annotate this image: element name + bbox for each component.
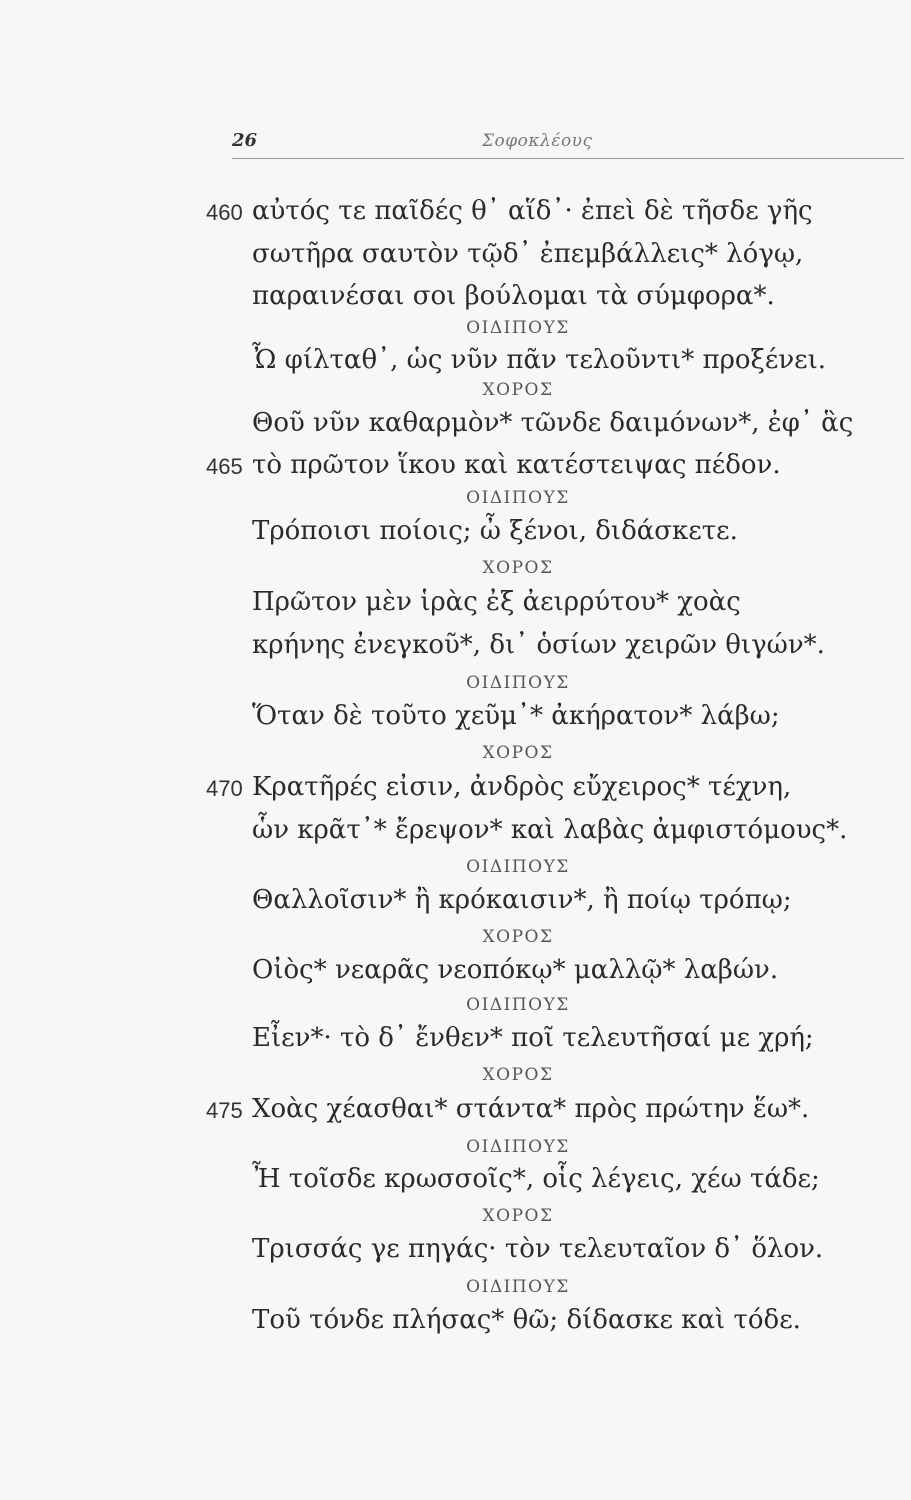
verse-text: Πρῶτον μὲν ἱρὰς ἐξ ἀειρρύτου* χοὰς [252,587,741,617]
verse-text: Ὅταν δὲ τοῦτο χεῦμ᾽* ἀκήρατον* λάβω; [252,701,780,731]
speaker-name: ΟΙΔΙΠΟΥΣ [466,995,570,1015]
verse-text: τὸ πρῶτον ἵκου καὶ κατέστειψας πέδον. [252,450,781,480]
line-number: 475 [206,1098,243,1123]
speaker-name: ΟΙΔΙΠΟΥΣ [466,857,570,877]
verse-text: παραινέσαι σοι βούλομαι τὰ σύμφορα*. [252,281,775,311]
verse-text: Χοὰς χέασθαι* στάντα* πρὸς πρώτην ἕω*. [252,1094,810,1124]
speaker-name: ΧΟΡΟΣ [482,1206,554,1226]
verse-line [0,955,911,995]
speaker-name: ΟΙΔΙΠΟΥΣ [466,488,570,508]
page-number: 26 [232,130,258,151]
speaker-name: ΧΟΡΟΣ [482,927,554,947]
verse-text: Ὦ φίλταθ᾽, ὡς νῦν πᾶν τελοῦντι* προξένει. [252,345,827,375]
verse-line [0,516,911,556]
verse-line [0,450,911,490]
verse-line [0,1023,911,1063]
verse-line [0,1305,911,1345]
running-head: Σοφοκλέους [482,131,593,151]
verse-text: κρήνης ἐνεγκοῦ*, δι᾽ ὁσίων χειρῶν θιγών*. [252,630,825,660]
speaker-name: ΟΙΔΙΠΟΥΣ [466,1137,570,1157]
verse-line [0,1234,911,1274]
verse-text: σωτῆρα σαυτὸν τῷδ᾽ ἐπεμβάλλεις* λόγῳ, [252,239,804,269]
speaker-name: ΟΙΔΙΠΟΥΣ [466,318,570,338]
verse-line [0,196,911,236]
verse-text: Τοῦ τόνδε πλήσας* θῶ; δίδασκε καὶ τόδε. [252,1305,801,1335]
verse-text: Εἶεν*· τὸ δ᾽ ἔνθεν* ποῖ τελευτῆσαί με χρή; [252,1023,814,1053]
line-number: 470 [206,776,243,801]
verse-line [0,345,911,385]
page-header [232,128,904,159]
verse-line [0,701,911,741]
verse-line [0,408,911,448]
verse-text: Τρισσάς γε πηγάς· τὸν τελευταῖον δ᾽ ὅλον. [252,1234,824,1264]
verse-text: Ἦ τοῖσδε κρωσσοῖς*, οἷς λέγεις, χέω τάδε; [252,1164,820,1194]
verse-text: Οἰὸς* νεαρᾶς νεοπόκῳ* μαλλῷ* λαβών. [252,955,779,985]
verse-text: Θοῦ νῦν καθαρμὸν* τῶνδε δαιμόνων*, ἐφ᾽ ἃς [252,408,854,438]
speaker-name: ΧΟΡΟΣ [482,743,554,763]
verse-line [0,1094,911,1134]
verse-text: Τρόποισι ποίοις; ὦ ξένοι, διδάσκετε. [252,516,738,546]
verse-line [0,281,911,321]
verse-text: ὧν κρᾶτ᾽* ἔρεψον* καὶ λαβὰς ἀμφιστόμους*. [252,815,848,845]
verse-line [0,815,911,855]
verse-line [0,885,911,925]
verse-line [0,587,911,627]
speaker-name: ΧΟΡΟΣ [482,1065,554,1085]
verse-line [0,772,911,812]
verse-line [0,239,911,279]
verse-text: Κρατῆρές εἰσιν, ἀνδρὸς εὔχειρος* τέχνη, [252,772,792,802]
speaker-name: ΟΙΔΙΠΟΥΣ [466,1277,570,1297]
verse-line [0,1164,911,1204]
speaker-name: ΧΟΡΟΣ [482,380,554,400]
verse-line [0,630,911,670]
line-number: 465 [206,454,243,479]
verse-text: αὐτός τε παῖδές θ᾽ αἵδ᾽· ἐπεὶ δὲ τῆσδε γῆς [252,196,813,226]
speaker-name: ΟΙΔΙΠΟΥΣ [466,673,570,693]
speaker-name: ΧΟΡΟΣ [482,558,554,578]
line-number: 460 [206,200,243,225]
verse-text: Θαλλοῖσιν* ἢ κρόκαισιν*, ἢ ποίῳ τρόπῳ; [252,885,792,915]
